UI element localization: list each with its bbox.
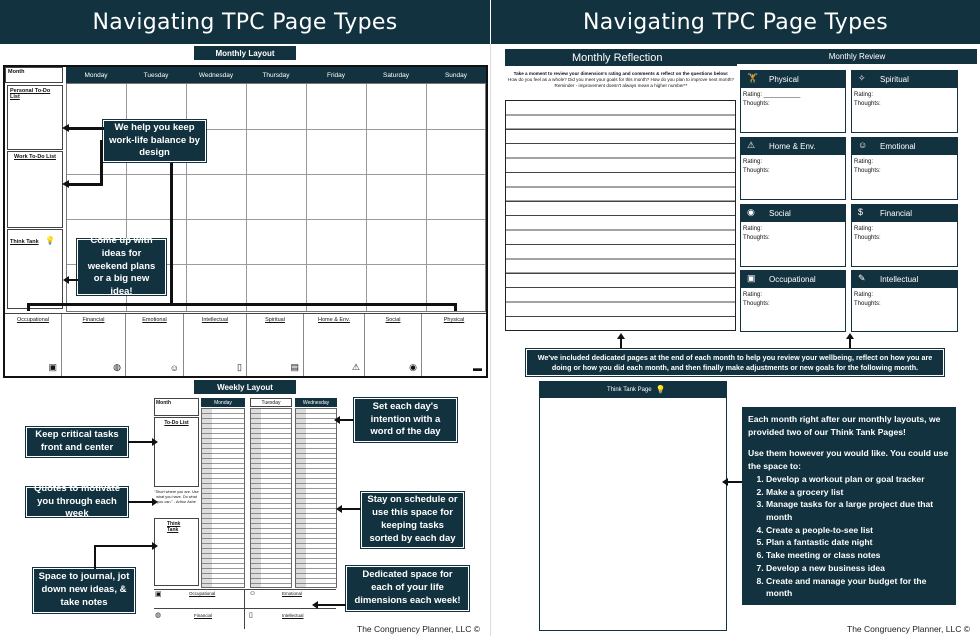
- review-card-spiritual: ✧ Spiritual Rating: Thoughts:: [851, 70, 958, 133]
- weekly-quote: "Short where you are. Use what you have. Do what you can." - Arthur Ashe: [154, 490, 199, 504]
- tip-item: 7. Develop a new business idea: [766, 562, 950, 575]
- tips-intro: Each month right after our monthly layouts, we provided two of our Think Tank Pages!: [748, 414, 941, 437]
- weekly-day-monday: Monday: [201, 398, 245, 407]
- people-icon: ◉: [747, 207, 755, 217]
- review-card-home-env: ⚠ Home & Env. Rating: Thoughts:: [740, 137, 846, 200]
- reflection-lines: [505, 100, 736, 331]
- piggy-bank-icon: ◍: [113, 362, 121, 372]
- callout-intention: Set each day's intention with a word of the day: [354, 398, 457, 442]
- callout-journal: Space to journal, jot down new ideas, & take notes: [33, 568, 135, 613]
- weekly-todo-box: To-Do List: [154, 417, 199, 487]
- review-card-occupational: ▣ Occupational Rating: Thoughts:: [740, 270, 846, 332]
- review-header: Monthly Review: [737, 49, 977, 64]
- candle-icon: ▤: [290, 362, 299, 372]
- piggy-bank-icon: ◍: [155, 612, 162, 619]
- tip-item: 3. Manage tasks for a large project due that month: [766, 498, 950, 523]
- weekly-month-cell: Month: [154, 398, 199, 416]
- month-cell: Month: [5, 67, 63, 83]
- think-tank-tips: [742, 407, 956, 605]
- tips-use: Use them however you would like. You could use the space to:: [748, 448, 949, 472]
- weekly-dim-occupational: Occupational: [189, 591, 216, 596]
- think-tank-header: Think Tank Page 💡: [539, 381, 727, 398]
- dim-occupational: Occupational ▣: [5, 314, 62, 376]
- candle-icon: ✧: [858, 73, 866, 83]
- instructions-note: Reminder - improvement doesn't always mean a higher number**: [554, 82, 688, 88]
- tree-icon: ⚠: [351, 362, 360, 372]
- piggy-bank-icon: $: [858, 207, 864, 217]
- dimension-bracket: [27, 303, 457, 306]
- weekly-day-tuesday: Tuesday: [250, 398, 292, 407]
- weekly-schedule-wed: [295, 408, 337, 588]
- left-title-bar: [0, 0, 490, 44]
- review-card-social: ◉ Social Rating: Thoughts:: [740, 204, 846, 267]
- reflection-instructions: [506, 71, 736, 99]
- briefcase-icon: ▣: [747, 273, 756, 283]
- dim-social: Social ◉: [365, 314, 422, 376]
- review-card-physical: 🏋 Physical Rating: ___________ Thoughts:: [740, 70, 846, 133]
- weekly-dim-row: [154, 589, 336, 629]
- day-monday: Monday: [84, 71, 108, 79]
- weekly-layout-label: Weekly Layout: [194, 380, 296, 394]
- people-icon: ◉: [409, 362, 417, 372]
- dim-emotional: Emotional ☺: [126, 314, 184, 376]
- callout-review: We've included dedicated pages at the end of each month to help you review your wellbeing, reflect on how you are doing or how you did each month, and then finally make adjustments or new goals for the following month.: [526, 349, 944, 376]
- dim-home-env: Home & Env. ⚠: [304, 314, 365, 376]
- review-card-intellectual: ✎ Intellectual Rating: Thoughts:: [851, 270, 958, 332]
- tip-item: 5. Plan a fantastic date night: [766, 536, 950, 549]
- dim-spiritual: Spiritual ▤: [247, 314, 304, 376]
- work-todo-box: [7, 151, 63, 228]
- right-footer: The Congruency Planner, LLC ©: [847, 624, 970, 634]
- left-page-title: Navigating TPC Page Types: [92, 9, 398, 35]
- day-friday: Friday: [326, 71, 346, 79]
- dim-physical: Physical ▬: [443, 317, 482, 373]
- weekly-dim-financial: Financial: [194, 613, 213, 618]
- callout-critical: Keep critical tasks front and center: [26, 427, 128, 457]
- right-title-bar: [491, 0, 980, 44]
- tip-item: 4. Create a people-to-see list: [766, 524, 950, 537]
- dumbbell-icon: 🏋: [747, 73, 759, 83]
- head-icon: ☺: [249, 590, 257, 597]
- briefcase-icon: ▣: [48, 362, 57, 372]
- tip-item: 6. Take meeting or class notes: [766, 549, 950, 562]
- work-todo-label: Work To-Do List: [14, 154, 56, 160]
- weekly-dim-intellectual: Intellectual: [282, 613, 304, 618]
- callout-balance: We help you keep work-life balance by design: [103, 120, 206, 162]
- instructions-bold: Take a moment to review your dimension's rating and comments & reflect on the questions below:: [513, 71, 729, 76]
- instructions-questions: How do you feel as a whole? Did you meet your goals for this month? How do you plan to improve next month?: [508, 76, 734, 82]
- weekly-schedule-tue: [250, 408, 292, 588]
- head-icon: ☺: [169, 363, 179, 373]
- dim-financial: Financial ◍: [62, 314, 126, 376]
- review-card-emotional: ☺ Emotional Rating: Thoughts:: [851, 137, 958, 200]
- head-icon: ☺: [858, 140, 868, 150]
- dumbbell-icon: ▬: [473, 363, 482, 373]
- book-icon: ▯: [237, 362, 242, 372]
- think-tank-page: [539, 381, 727, 631]
- callout-quotes: Quotes to motivate you through each week: [26, 487, 128, 517]
- personal-todo-box: [7, 85, 63, 150]
- tip-item: 1. Develop a workout plan or goal tracker: [766, 473, 950, 486]
- weekly-dim-emotional: Emotional: [282, 591, 303, 596]
- day-saturday: Saturday: [382, 71, 410, 79]
- callout-dimensions: Dedicated space for each of your life dimensions each week!: [346, 566, 469, 611]
- book-icon: ▯: [249, 612, 253, 619]
- review-card-financial: $ Financial Rating: Thoughts:: [851, 204, 958, 267]
- bulb-icon: 💡: [655, 385, 666, 394]
- tip-item: 2. Make a grocery list: [766, 486, 950, 499]
- book-icon: ✎: [858, 273, 866, 283]
- personal-todo-label: Personal To-Do List: [10, 88, 51, 100]
- monthly-layout-label: Monthly Layout: [194, 46, 296, 60]
- weekly-think-box: Think Tank: [154, 518, 199, 586]
- tips-list: [766, 473, 950, 600]
- weekly-day-wednesday: Wednesday: [295, 398, 337, 407]
- right-page-title: Navigating TPC Page Types: [583, 9, 888, 35]
- weekly-schedule-mon: [201, 408, 245, 588]
- think-tank-label: Think Tank: [10, 239, 39, 245]
- briefcase-icon: ▣: [155, 591, 162, 598]
- day-thursday: Thursday: [262, 71, 290, 79]
- reflection-header: Monthly Reflection: [505, 49, 737, 66]
- think-tank-box: [7, 229, 63, 309]
- tree-icon: ⚠: [747, 140, 756, 150]
- tip-item: 8. Create and manage your budget for the month: [766, 575, 950, 600]
- dim-intellectual: Intellectual ▯: [184, 314, 247, 376]
- callout-schedule: Stay on schedule or use this space for keeping tasks sorted by each day: [361, 492, 464, 548]
- page-divider: [490, 44, 491, 636]
- callout-ideas: Come up with ideas for weekend plans or a big new idea!: [77, 239, 166, 295]
- day-wednesday: Wednesday: [198, 71, 234, 79]
- day-sunday: Sunday: [444, 71, 468, 79]
- left-footer: The Congruency Planner, LLC ©: [357, 624, 480, 634]
- day-tuesday: Tuesday: [143, 71, 169, 79]
- bulb-icon: 💡: [45, 236, 56, 245]
